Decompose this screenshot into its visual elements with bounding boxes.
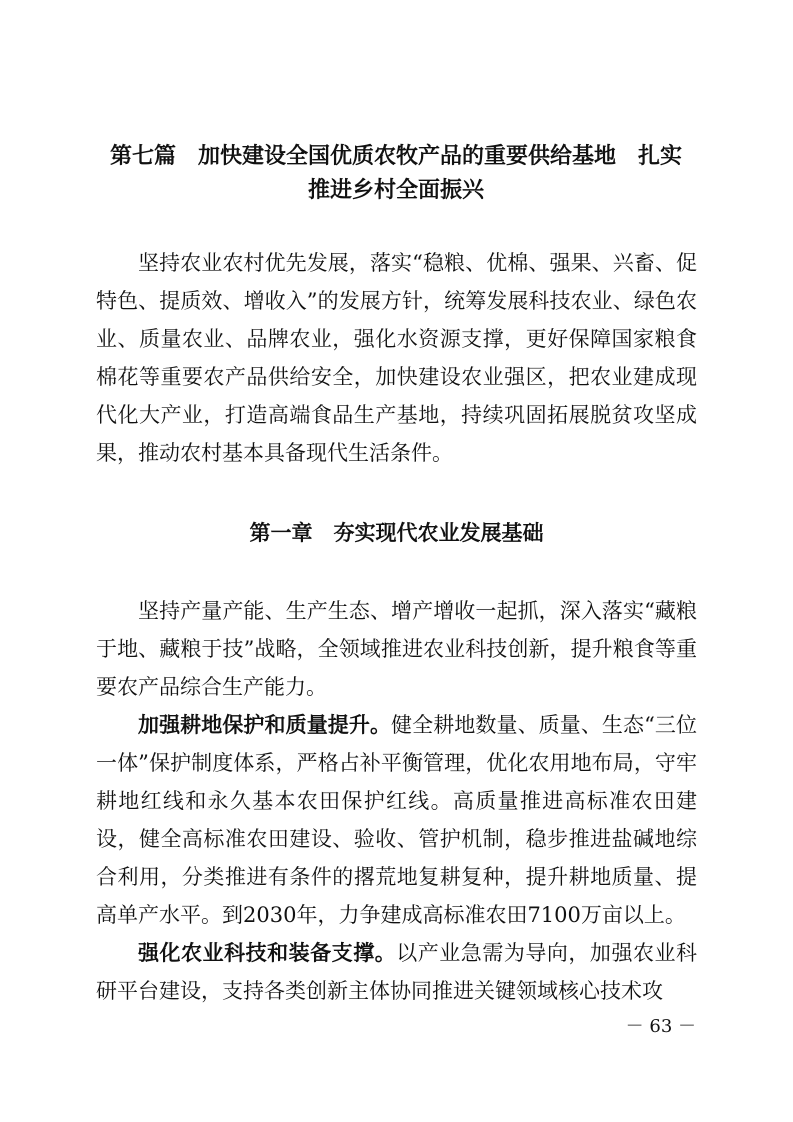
page-number: － 63 － xyxy=(625,1016,696,1037)
page-title-line-2: 推进乡村全面振兴 xyxy=(307,178,484,203)
section-text: 以产业急需为导向，加强农业科研平台建设，支持各类创新主体协同推进关键领域核心技术攻 xyxy=(96,941,698,1003)
chapter-title: 第一章 夯实现代农业发展基础 xyxy=(249,520,544,545)
section-farmland-protection xyxy=(96,706,697,934)
section-agri-tech-support xyxy=(96,934,697,1010)
page-title-line-1: 第七篇 加快建设全国优质农牧产品的重要供给基地 扎实 xyxy=(109,144,682,169)
intro-paragraph: 坚持农业农村优先发展，落实“稳粮、优棉、强果、兴畜、促特色、提质效、增收入”的发展方针，统筹发展科技农业、绿色农业、质量农业、品牌农业，强化水资源支撑，更好保障国家粮食棉花等重要农产品供给安全，加快建设农业强区，把农业建成现代化大产业，打造高端食品生产基地，持续巩固拓展脱贫攻坚成果，推动农村基本具备现代生活条件。 xyxy=(96,251,697,465)
section-text: 健全耕地数量、质量、生态“三位一体”保护制度体系，严格占补平衡管理，优化农用地布局，守牢耕地红线和永久基本农田保护红线。高质量推进高标准农田建设，健全高标准农田建设、验收、管护机制，稳步推进盐碱地综合利用，分类推进有条件的撂荒地复耕复种，提升耕地质量、提高单产水平。到2030年，力争建成高标准农田7100万亩以上。 xyxy=(96,713,697,927)
section-lead: 强化农业科技和装备支撑。 xyxy=(138,941,397,965)
section-lead: 加强耕地保护和质量提升。 xyxy=(138,713,392,737)
page-title xyxy=(96,140,696,208)
chapter-intro-paragraph: 坚持产量产能、生产生态、增产增收一起抓，深入落实“藏粮于地、藏粮于技”战略，全领域推进农业科技创新，提升粮食等重要农产品综合生产能力。 xyxy=(96,599,697,699)
